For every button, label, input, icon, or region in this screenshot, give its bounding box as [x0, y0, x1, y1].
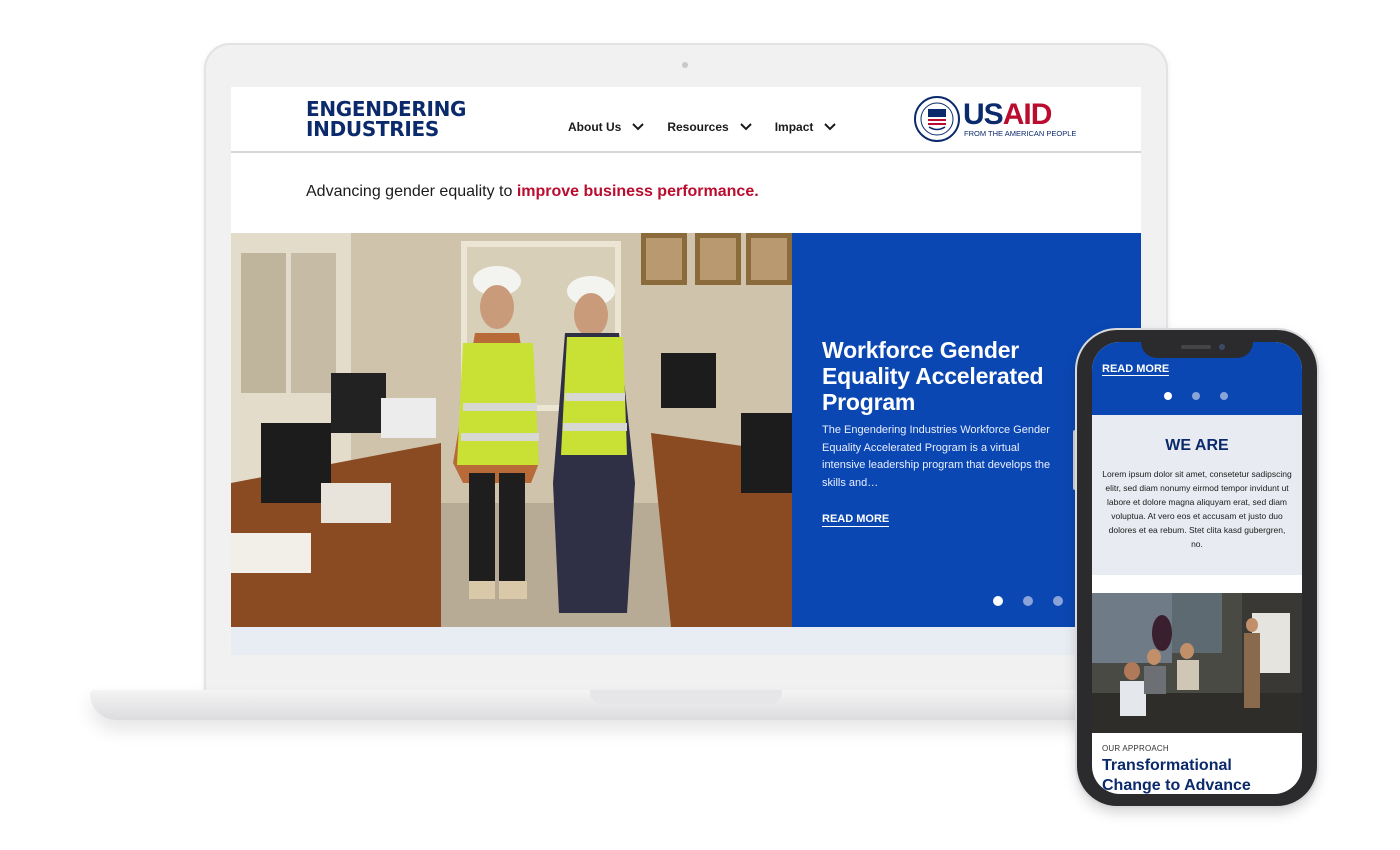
hero-image — [231, 233, 792, 627]
phone-screen — [1092, 342, 1302, 794]
laptop-camera — [682, 62, 688, 68]
approach-heading: Transformational Change to Advance — [1102, 757, 1251, 794]
nav-item-impact[interactable] — [775, 120, 838, 134]
phone-notch — [1141, 338, 1253, 358]
carousel-dot-2[interactable] — [1023, 596, 1033, 606]
mobile-carousel-dot-2[interactable] — [1192, 392, 1200, 400]
carousel-dot-3[interactable] — [1053, 596, 1063, 606]
we-are-title: WE ARE — [1165, 437, 1229, 454]
phone-camera — [1219, 344, 1225, 350]
meeting-photo-illustration — [1092, 593, 1302, 733]
mobile-carousel-dot-3[interactable] — [1220, 392, 1228, 400]
logo-line-2: INDUSTRIES — [306, 117, 439, 141]
usaid-wordmark — [963, 100, 1051, 130]
usaid-logo[interactable] — [914, 95, 1077, 145]
office-photo-illustration — [231, 233, 792, 627]
main-nav — [568, 120, 837, 134]
phone-speaker — [1181, 345, 1211, 349]
nav-label: About Us — [568, 120, 622, 134]
tagline-prefix: Advancing gender equality to — [306, 183, 517, 200]
chevron-down-icon — [739, 122, 753, 132]
laptop-screen — [231, 87, 1141, 655]
hero-read-more-link[interactable]: READ MORE — [822, 513, 890, 525]
usaid-word-aid: AID — [1002, 98, 1052, 131]
mobile-spacer — [1092, 575, 1302, 593]
usaid-seal-icon — [914, 96, 960, 142]
mobile-read-more-link[interactable]: READ MORE — [1102, 363, 1170, 375]
laptop-base-notch — [590, 690, 782, 704]
nav-label: Resources — [667, 120, 729, 134]
nav-item-resources[interactable] — [667, 120, 752, 134]
site-logo[interactable] — [306, 99, 476, 139]
site-header — [231, 87, 1141, 153]
hero-description: The Engendering Industries Workforce Gender Equality Accelerated Program is a virtual intensive leadership program that develops the skills and… — [822, 424, 1051, 489]
usaid-word-us: US — [963, 98, 1003, 131]
chevron-down-icon — [631, 122, 645, 132]
mobile-carousel-dots — [1164, 392, 1228, 400]
usaid-tagline: FROM THE AMERICAN PEOPLE — [964, 129, 1077, 138]
tagline-highlight: improve business performance. — [516, 183, 759, 200]
carousel-dot-1[interactable] — [993, 596, 1003, 606]
hero-carousel — [231, 233, 1141, 627]
mobile-we-are-section — [1092, 415, 1302, 575]
we-are-body: Lorem ipsum dolor sit amet, consetetur sadipscing elitr, sed diam nonumy eirmod tempor invidunt ut labore et dolore magna aliquyam erat, sed diam voluptua. At vero eos et accusam et justo duo dolores et ea rebum. Stet clita kasd gubergren, no. — [1102, 469, 1292, 549]
hero-title: Workforce Gender Equality Accelerated Program — [822, 337, 1044, 415]
nav-label: Impact — [774, 120, 814, 134]
approach-label: OUR APPROACH — [1102, 744, 1169, 753]
mobile-approach-image — [1092, 593, 1302, 733]
site-tagline — [306, 183, 759, 201]
chevron-down-icon — [823, 122, 837, 132]
carousel-dots — [993, 596, 1063, 606]
logo-line-1: ENGENDERING — [306, 97, 467, 121]
nav-item-about-us[interactable] — [568, 120, 645, 134]
next-section-peek — [231, 627, 1141, 655]
mobile-carousel-dot-1[interactable] — [1164, 392, 1172, 400]
